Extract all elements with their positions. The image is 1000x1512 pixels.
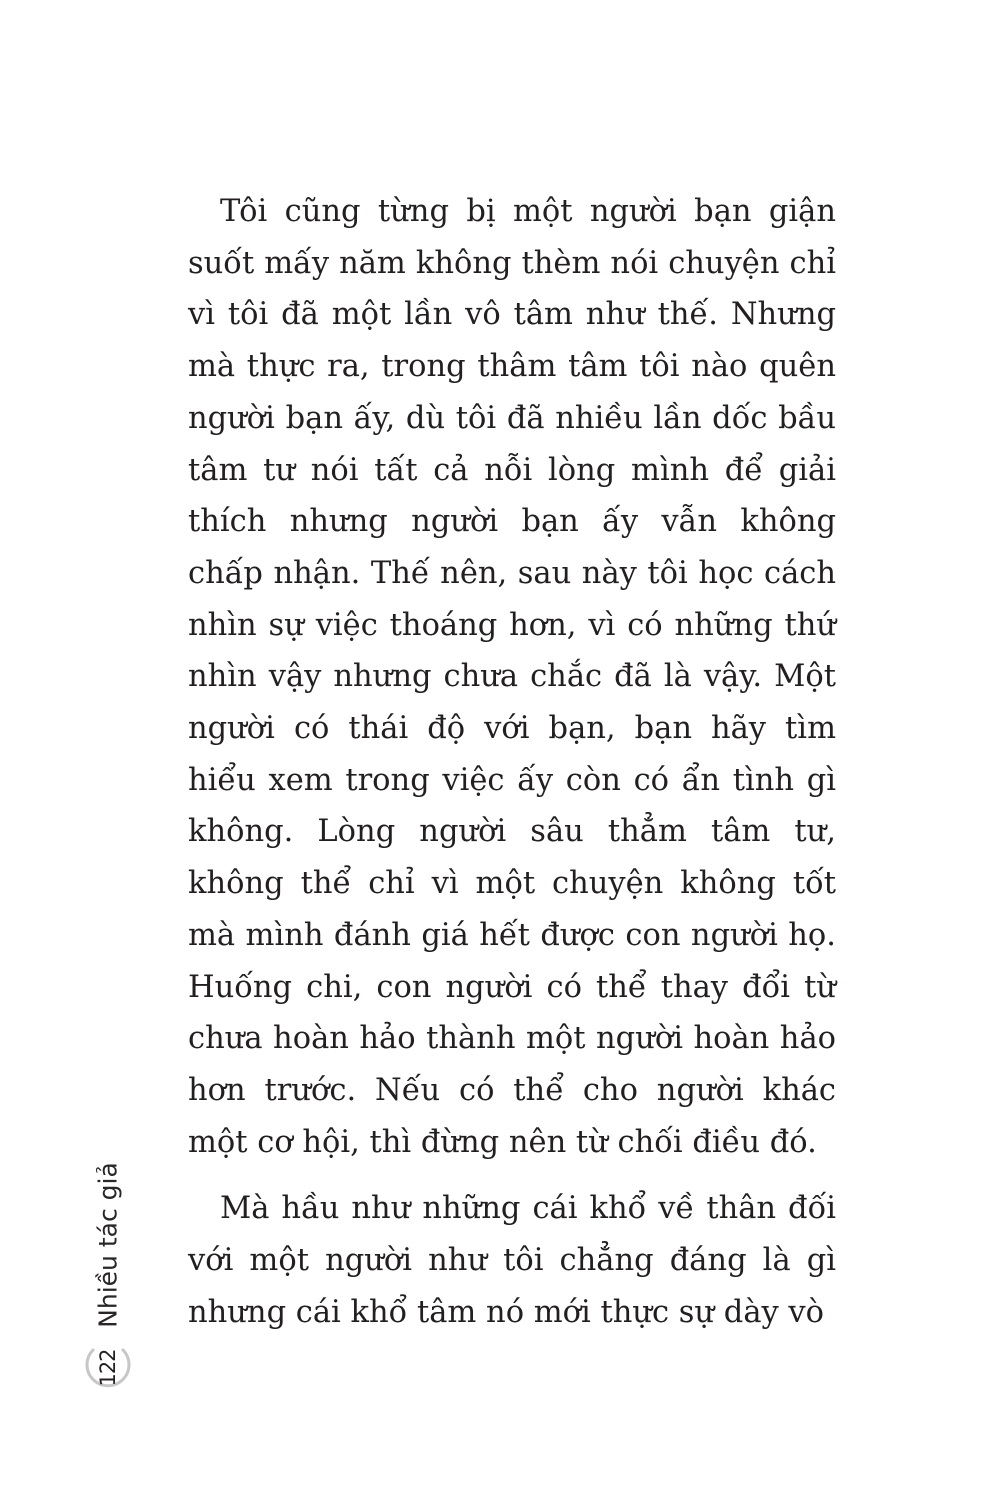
paragraph-2: Mà hầu như những cái khổ về thân đối với một người như tôi chẳng đáng là gì nhưng cái khổ tâm nó mới thực sự dày vò <box>188 1191 836 1330</box>
paragraph-1: Tôi cũng từng bị một người bạn giận suốt mấy năm không thèm nói chuyện chỉ vì tôi đã một lần vô tâm như thế. Nhưng mà thực ra, trong thâm tâm tôi nào quên người bạn ấy, dù tôi đã nhiều lần dốc bầu tâm tư nói tất cả nỗi lòng mình để giải thích nhưng người bạn ấy vẫn không chấp nhận. Thế nên, sau này tôi học cách nhìn sự việc thoáng hơn, vì có những thứ nhìn vậy nhưng chưa chắc đã là vậy. Một người có thái độ với bạn, bạn hãy tìm hiểu xem trong việc ấy còn có ẩn tình gì không. Lòng người sâu thẳm tâm tư, không thể chỉ vì một chuyện không tốt mà mình đánh giá hết được con người họ. Huống chi, con người có thể thay đổi từ chưa hoàn hảo thành một người hoàn hảo hơn trước. Nếu có thể cho người khác một cơ hội, thì đừng nên từ chối điều đó. <box>188 194 836 1160</box>
running-head <box>91 1150 125 1340</box>
body-text <box>188 186 836 1338</box>
page-number-badge <box>84 1344 132 1392</box>
running-head-author: Nhiều tác giả <box>93 1162 123 1328</box>
page-number: 122 <box>96 1349 120 1387</box>
